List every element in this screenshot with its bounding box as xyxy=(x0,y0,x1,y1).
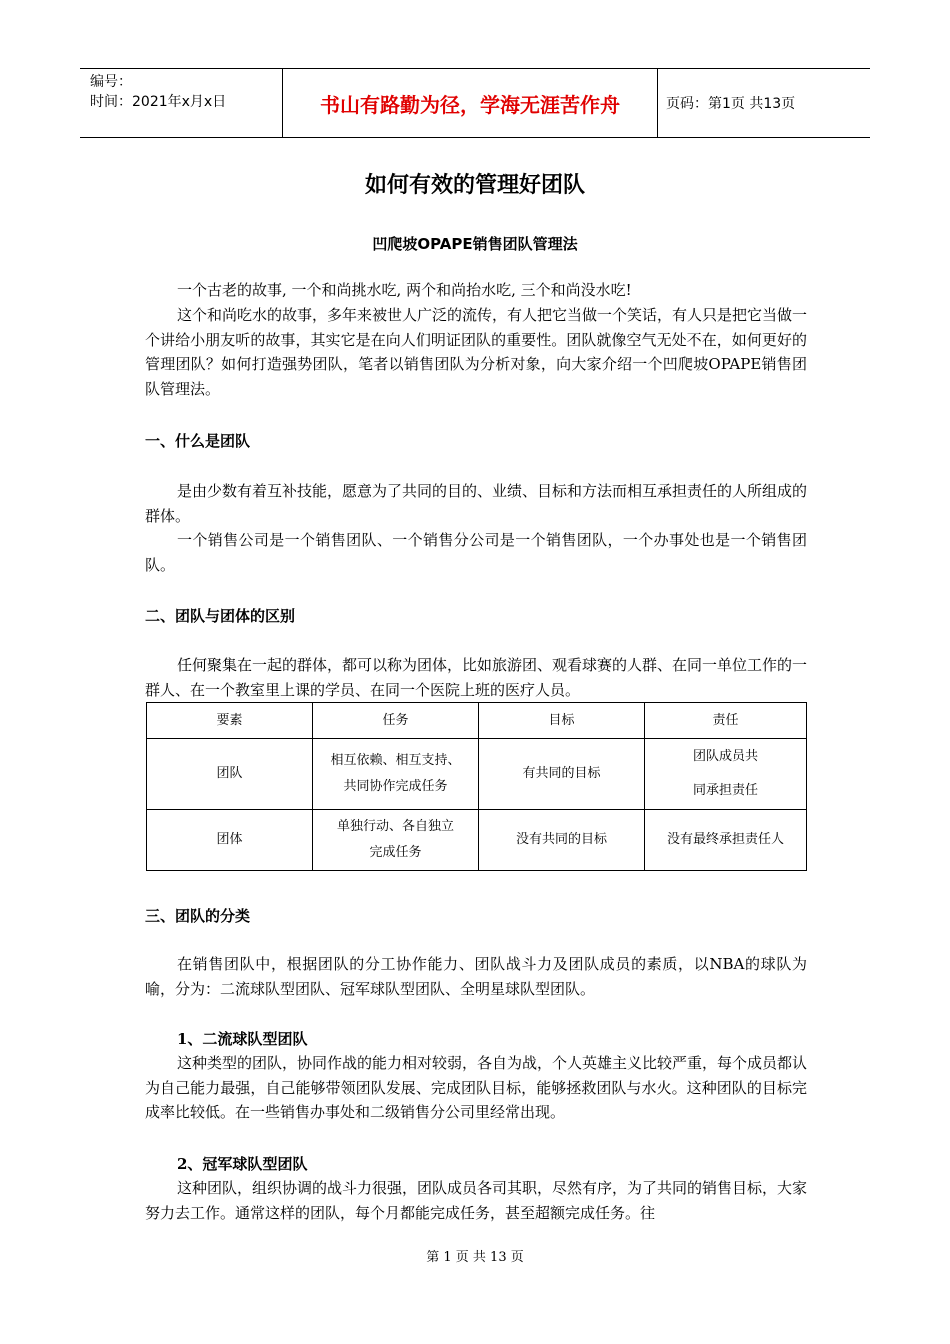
goal-cell: 没有共同的目标 xyxy=(479,810,645,871)
page-header xyxy=(80,68,870,138)
section-2-heading: 二、团队与团体的区别 xyxy=(145,607,296,625)
header-meta xyxy=(80,69,282,137)
table-row xyxy=(147,739,807,810)
intro-paragraph-1: 一个古老的故事, 一个和尚挑水吃, 两个和尚抬水吃, 三个和尚没水吃! xyxy=(177,281,632,299)
task-line: 单独行动、各自独立 xyxy=(336,819,454,834)
section-3-paragraph-1: 在销售团队中，根据团队的分工协作能力、团队战斗力及团队成员的素质，以NBA的球队为喻，分为：二流球队型团队、冠军球队型团队、全明星球队型团队。 xyxy=(145,955,807,998)
responsibility-cell xyxy=(645,739,807,810)
task-line: 共同协作完成任务 xyxy=(343,779,448,794)
header-page-info: 页码：第1页 共13页 xyxy=(666,96,796,112)
comparison-table xyxy=(146,702,807,871)
responsibility-cell: 没有最终承担责任人 xyxy=(645,810,807,871)
time-label: 时间：2021年x月x日 xyxy=(90,94,227,110)
table-header-cell: 任务 xyxy=(313,703,479,739)
responsibility-line: 同承担责任 xyxy=(692,783,758,798)
subsection-1-heading: 1、二流球队型团队 xyxy=(177,1030,308,1048)
subsection-1-paragraph: 这种类型的团队，协同作战的能力相对较弱，各自为战，个人英雄主义比较严重，每个成员都认为自己能力最强，自己能够带领团队发展、完成团队目标，能够拯救团队与水火。这种团队的目标完成率比较低。在一些销售办事处和二级销售分公司里经常出现。 xyxy=(145,1054,808,1121)
table-header-row xyxy=(147,703,807,739)
section-3-heading: 三、团队的分类 xyxy=(145,907,251,925)
goal-cell: 有共同的目标 xyxy=(479,739,645,810)
table-header-cell: 责任 xyxy=(645,703,807,739)
subsection-2-paragraph: 这种团队，组织协调的战斗力很强，团队成员各司其职，尽然有序，为了共同的销售目标，大家努力去工作。通常这样的团队，每个月都能完成任务，甚至超额完成任务。往 xyxy=(145,1179,808,1222)
table-row xyxy=(147,810,807,871)
row-label: 团队 xyxy=(147,739,313,810)
task-line: 相互依赖、相互支持、 xyxy=(330,753,461,768)
page-footer: 第 1 页 共 13 页 xyxy=(426,1250,524,1265)
task-cell xyxy=(313,739,479,810)
subsection-2-heading: 2、冠军球队型团队 xyxy=(177,1155,308,1173)
table-header-cell: 要素 xyxy=(147,703,313,739)
header-motto: 书山有路勤为径，学海无涯苦作舟 xyxy=(282,69,658,137)
table-header-cell: 目标 xyxy=(479,703,645,739)
intro-paragraph-2: 这个和尚吃水的故事，多年来被世人广泛的流传，有人把它当做一个笑话，有人只是把它当做一个讲给小朋友听的故事，其实它是在向人们明证团队的重要性。团队就像空气无处不在，如何更好的管理团队？如何打造强势团队，笔者以销售团队为分析对象，向大家介绍一个凹爬坡OPAPE销售团队管理法。 xyxy=(145,306,808,398)
section-1-heading: 一、什么是团队 xyxy=(145,432,251,450)
document-subtitle: 凹爬坡OPAPE销售团队管理法 xyxy=(372,235,578,253)
task-cell xyxy=(313,810,479,871)
document-title: 如何有效的管理好团队 xyxy=(364,173,585,198)
responsibility-line: 团队成员共 xyxy=(692,749,758,764)
section-2-paragraph-1: 任何聚集在一起的群体，都可以称为团体，比如旅游团、观看球赛的人群、在同一单位工作的一群人、在一个教室里上课的学员、在同一个医院上班的医疗人员。 xyxy=(145,656,808,699)
task-line: 完成任务 xyxy=(369,845,422,860)
number-label: 编号： xyxy=(90,74,132,90)
section-1-paragraph-1: 是由少数有着互补技能，愿意为了共同的目的、业绩、目标和方法而相互承担责任的人所组成的群体。 xyxy=(145,482,808,525)
row-label: 团体 xyxy=(147,810,313,871)
section-1-paragraph-2: 一个销售公司是一个销售团队、一个销售分公司是一个销售团队，一个办事处也是一个销售团队。 xyxy=(145,531,807,574)
